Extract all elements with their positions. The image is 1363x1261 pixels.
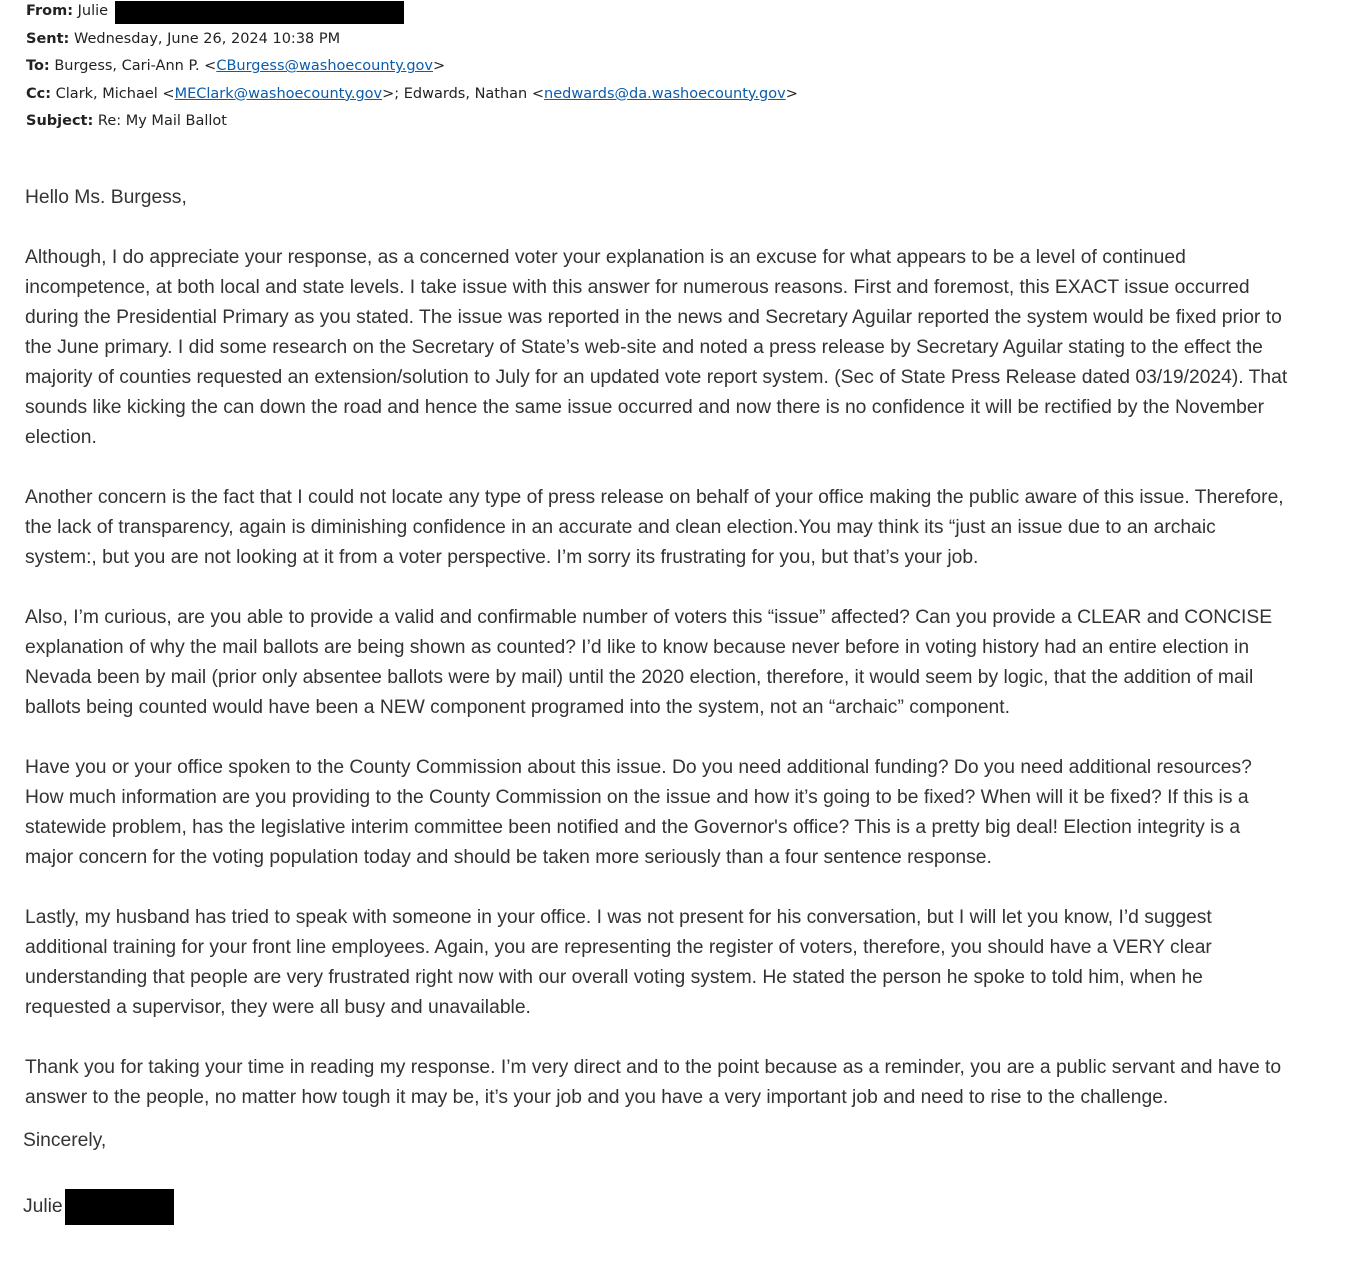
from-row <box>26 0 798 28</box>
text-line: Also, I’m curious, are you able to provide a valid and confirmable number of voters this “issue” affected? Can you provide a CLEAR and CONCISE <box>25 607 1273 628</box>
text-line: explanation of why the mail ballots are being shown as counted? I’d like to know because never before in voting history had an entire election in <box>25 637 1250 658</box>
paragraph-1 <box>25 243 1345 453</box>
subject-label: Subject: <box>26 113 94 130</box>
subject-value: Re: My Mail Ballot <box>97 113 227 130</box>
sent-value: Wednesday, June 26, 2024 10:38 PM <box>73 30 341 47</box>
closing: Sincerely, <box>23 1130 107 1151</box>
sent-row <box>26 28 798 56</box>
text-line: Nevada been by mail (prior only absentee ballots were by mail) until the 2020 election, therefore, it would seem by logic, that the addition of mail <box>25 667 1254 688</box>
text-line: statewide problem, has the legislative interim committee been notified and the Governor's office? This is a pretty big deal! Election integrity is a <box>25 817 1241 838</box>
redaction-box <box>115 1 404 24</box>
text-line: additional training for your front line employees. Again, you are representing the register of voters, therefore, you should have a VERY clear <box>25 937 1212 958</box>
signature-name: Julie <box>23 1196 63 1217</box>
text-line: majority of counties requested an extension/solution to July for an updated vote report system. (Sec of State Press Release dated 03/19/2024). That <box>25 367 1288 388</box>
paragraph-4 <box>25 753 1345 873</box>
to-name: Burgess, Cari-Ann P. < <box>54 58 217 75</box>
text-line: sounds like kicking the can down the road and hence the same issue occurred and now there is no confidence it will be rectified by the November <box>25 397 1264 418</box>
paragraph-5 <box>25 903 1345 1023</box>
text-line: election. <box>25 427 97 448</box>
text-line: answer to the people, no matter how tough it may be, it’s your job and you have a very important job and need to rise to the challenge. <box>25 1087 1169 1108</box>
email-header <box>26 0 798 138</box>
text-line: Although, I do appreciate your response, as a concerned voter your explanation is an excuse for what appears to be a level of continued <box>25 247 1186 268</box>
text-line: How much information are you providing to the County Commission on the issue and how it’s going to be fixed? When will it be fixed? If this is a <box>25 787 1249 808</box>
text-line: requested a supervisor, they were all busy and unavailable. <box>25 997 531 1018</box>
cc-name-1: Clark, Michael < <box>55 85 175 102</box>
paragraph-2 <box>25 483 1345 573</box>
text-line: the June primary. I did some research on the Secretary of State’s web-site and noted a press release by Secretary Aguilar stating to the effect the <box>25 337 1263 358</box>
to-row <box>26 55 798 83</box>
text-line: system:, but you are not looking at it from a voter perspective. I’m sorry its frustrating for you, but that’s your job. <box>25 547 979 568</box>
greeting: Hello Ms. Burgess, <box>25 187 187 208</box>
redaction-box <box>65 1189 174 1225</box>
to-suffix: > <box>433 58 446 75</box>
subject-row <box>26 110 798 138</box>
text-line: ballots being counted would have been a NEW component programed into the system, not an “archaic” component. <box>25 697 1010 718</box>
text-line: incompetence, at both local and state levels. I take issue with this answer for numerous reasons. First and foremost, this EXACT issue occurred <box>25 277 1250 298</box>
text-line: Thank you for taking your time in reading my response. I’m very direct and to the point because as a reminder, you are a public servant and have to <box>25 1057 1282 1078</box>
text-line: Another concern is the fact that I could not locate any type of press release on behalf of your office making the public aware of this issue. Therefore, <box>25 487 1284 508</box>
cc-email-link-1[interactable]: MEClark@washoecounty.gov <box>174 85 383 102</box>
cc-suffix: > <box>785 85 798 102</box>
from-value: Julie <box>77 3 109 19</box>
text-line: during the Presidential Primary as you stated. The issue was reported in the news and Secretary Aguilar reported the system would be fixed prior to <box>25 307 1282 328</box>
to-email-link[interactable]: CBurgess@washoecounty.gov <box>216 58 433 75</box>
text-line: Have you or your office spoken to the County Commission about this issue. Do you need additional funding? Do you need additional resources? <box>25 757 1252 778</box>
text-line: major concern for the voting population today and should be taken more seriously than a four sentence response. <box>25 847 992 868</box>
cc-row <box>26 83 798 111</box>
from-label: From: <box>26 3 73 19</box>
email-body <box>25 183 1345 1143</box>
cc-email-link-2[interactable]: nedwards@da.washoecounty.gov <box>544 85 786 102</box>
text-line: understanding that people are very frustrated right now with our overall voting system. He stated the person he spoke to told him, when he <box>25 967 1203 988</box>
text-line: Lastly, my husband has tried to speak with someone in your office. I was not present for his conversation, but I will let you know, I’d suggest <box>25 907 1212 928</box>
paragraph-6 <box>25 1053 1345 1113</box>
cc-label: Cc: <box>26 85 52 102</box>
cc-separator: >; Edwards, Nathan < <box>382 85 545 102</box>
signature <box>23 1189 174 1225</box>
paragraph-3 <box>25 603 1345 723</box>
sent-label: Sent: <box>26 30 70 47</box>
text-line: the lack of transparency, again is diminishing confidence in an accurate and clean election.You may think its “just an issue due to an archaic <box>25 517 1216 538</box>
to-label: To: <box>26 58 50 75</box>
